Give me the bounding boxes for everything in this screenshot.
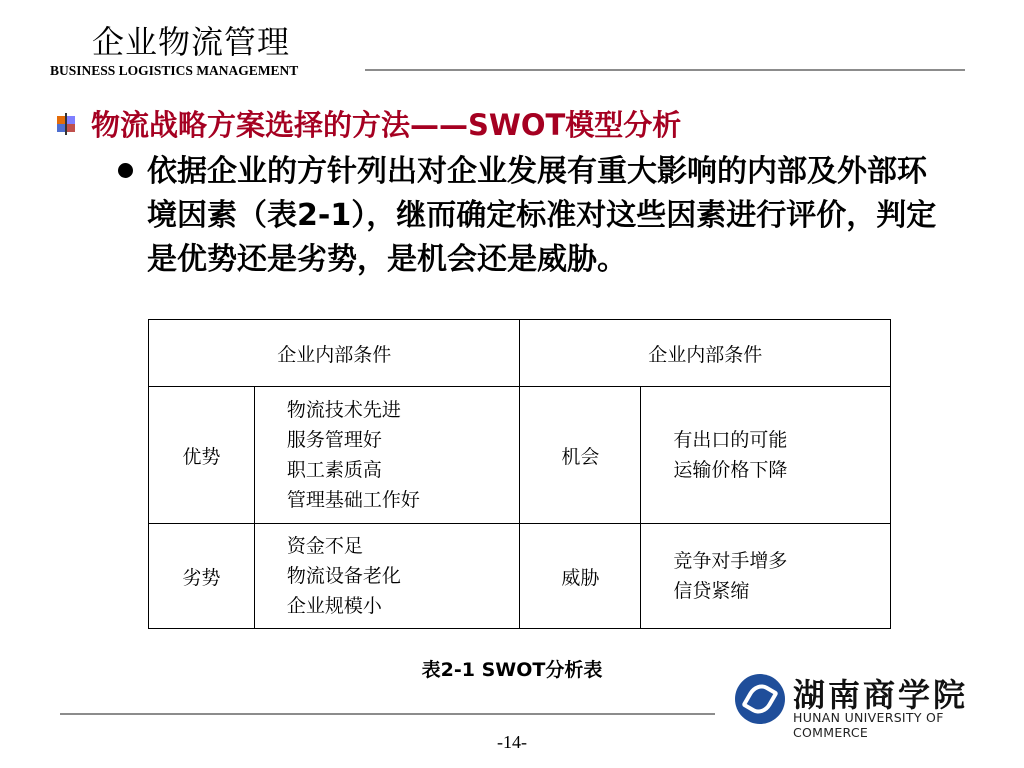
university-emblem-icon <box>735 674 785 724</box>
threats-label: 威胁 <box>520 524 641 629</box>
logo-english-name: HUNAN UNIVERSITY OF COMMERCE <box>793 710 944 740</box>
list-item: 运输价格下降 <box>673 459 788 481</box>
section-heading-text: 物流战略方案选择的方法——SWOT模型分析 <box>91 108 682 142</box>
footer-divider <box>60 713 715 715</box>
table-caption: 表2-1 SWOT分析表 <box>421 659 603 681</box>
page-number: -14- <box>497 732 527 752</box>
bullet-paragraph <box>118 150 948 282</box>
header-divider <box>365 69 965 71</box>
table-header-internal: 企业内部条件 <box>149 320 520 387</box>
strengths-list <box>254 387 520 524</box>
list-item: 物流设备老化 <box>286 565 401 587</box>
threats-list <box>641 524 891 629</box>
bullet-text: 依据企业的方针列出对企业发展有重大影响的内部及外部环境因素（表2-1），继而确定标准对这些因素进行评价，判定是优势还是劣势，是机会还是威胁。 <box>147 154 937 277</box>
table-header-external: 企业内部条件 <box>520 320 891 387</box>
list-item: 服务管理好 <box>286 429 382 451</box>
table-row <box>149 387 891 524</box>
university-logo <box>735 670 1015 740</box>
bullet-square-icon <box>55 113 77 135</box>
list-item: 资金不足 <box>286 535 363 557</box>
list-item: 管理基础工作好 <box>286 489 420 511</box>
logo-chinese-name: 湖南商学院 <box>793 676 969 714</box>
opportunities-list <box>641 387 891 524</box>
course-subtitle: BUSINESS LOGISTICS MANAGEMENT <box>50 63 299 78</box>
list-item: 竞争对手增多 <box>673 550 788 572</box>
table-header-row <box>149 320 891 387</box>
opportunities-label: 机会 <box>520 387 641 524</box>
course-title: 企业物流管理 <box>92 23 291 61</box>
bullet-dot-icon <box>118 163 133 178</box>
list-item: 企业规模小 <box>286 595 382 617</box>
strengths-label: 优势 <box>149 387 255 524</box>
section-heading <box>55 103 681 144</box>
table-row <box>149 524 891 629</box>
list-item: 信贷紧缩 <box>673 580 750 602</box>
weaknesses-list <box>254 524 520 629</box>
weaknesses-label: 劣势 <box>149 524 255 629</box>
list-item: 物流技术先进 <box>286 399 401 421</box>
swot-table <box>148 319 891 629</box>
list-item: 职工素质高 <box>286 459 382 481</box>
list-item: 有出口的可能 <box>673 429 788 451</box>
